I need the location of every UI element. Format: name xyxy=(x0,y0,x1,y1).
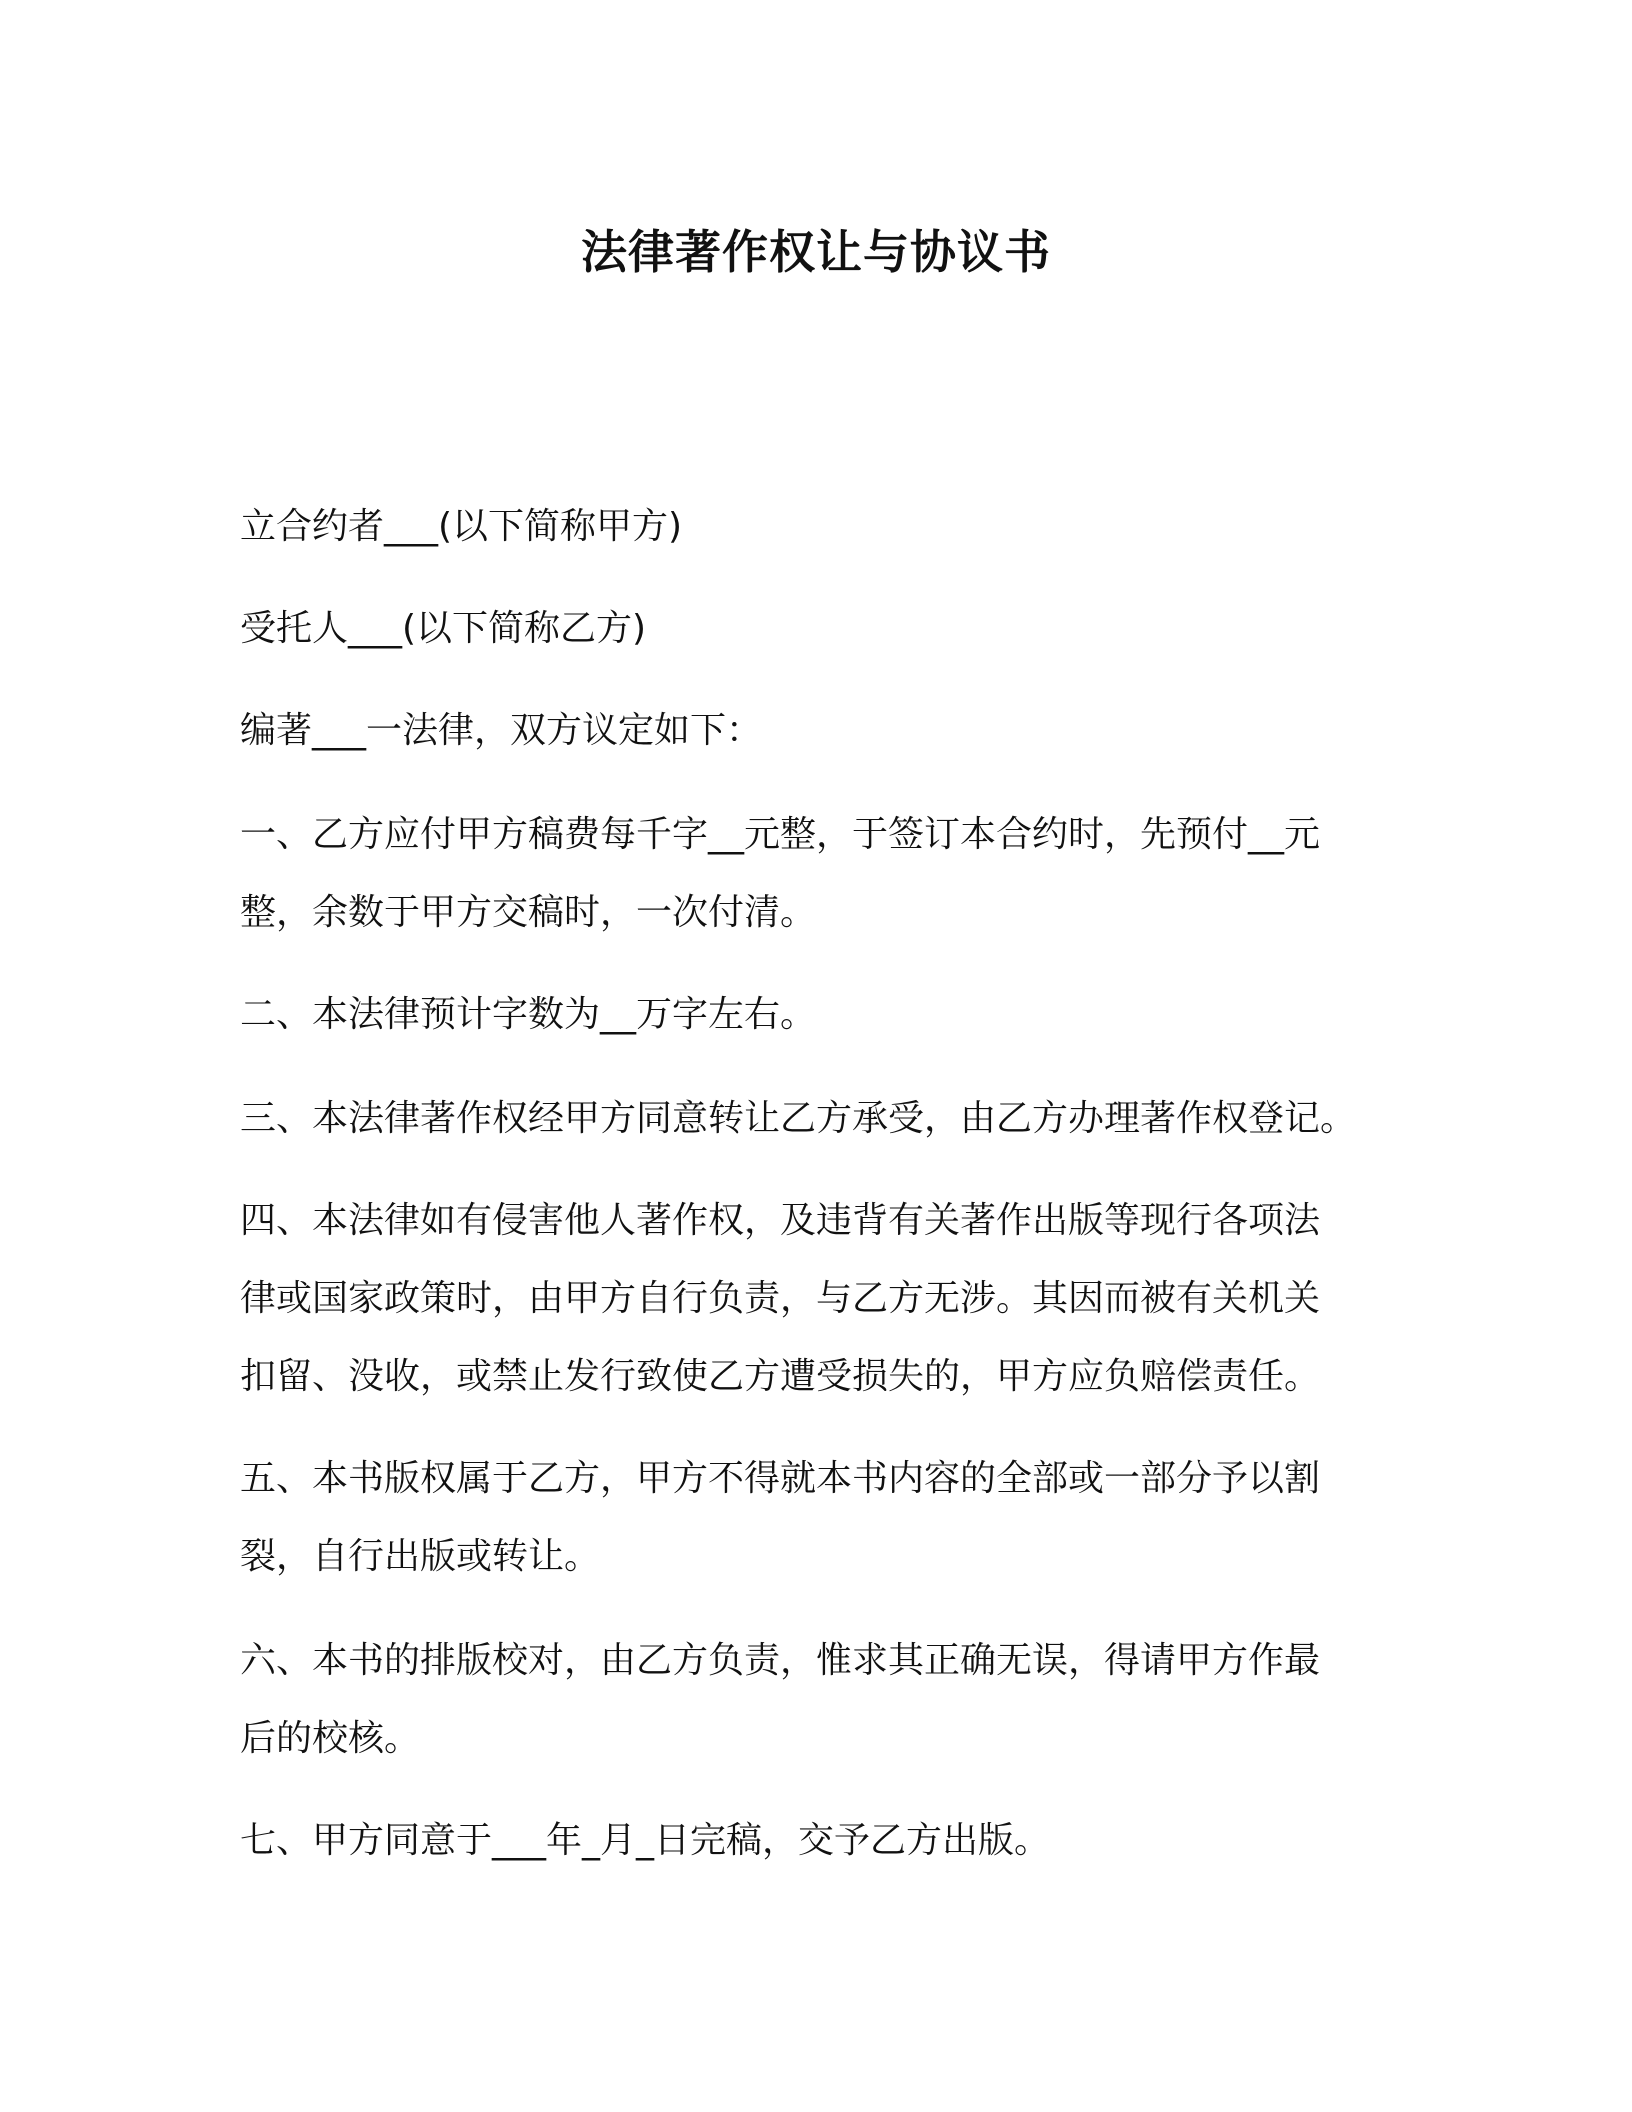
paragraph-line: 七、甲方同意于___年_月_日完稿，交予乙方出版。 xyxy=(240,1820,1051,1861)
document-title: 法律著作权让与协议书 xyxy=(581,225,1051,279)
paragraph-line: 五、本书版权属于乙方，甲方不得就本书内容的全部或一部分予以割 xyxy=(240,1458,1321,1499)
paragraph-line: 四、本法律如有侵害他人著作权，及违背有关著作出版等现行各项法 xyxy=(240,1200,1321,1241)
paragraph-line: 受托人___(以下简称乙方) xyxy=(240,608,647,649)
paragraph-line: 编著___一法律，双方议定如下： xyxy=(240,710,763,751)
paragraph-line: 一、乙方应付甲方稿费每千字__元整，于签订本合约时，先预付__元 xyxy=(240,814,1321,855)
paragraph-line: 后的校核。 xyxy=(240,1718,421,1759)
paragraph-line: 三、本法律著作权经甲方同意转让乙方承受，由乙方办理著作权登记。 xyxy=(240,1098,1357,1139)
paragraph-line: 立合约者___(以下简称甲方) xyxy=(240,506,683,547)
paragraph-line: 裂，自行出版或转让。 xyxy=(240,1536,601,1577)
paragraph-line: 六、本书的排版校对，由乙方负责，惟求其正确无误，得请甲方作最 xyxy=(240,1640,1321,1681)
paragraph-party-a xyxy=(240,488,1400,566)
clause-2 xyxy=(240,976,1400,1054)
paragraph-party-b xyxy=(240,590,1400,668)
clause-3 xyxy=(240,1080,1400,1158)
clause-1 xyxy=(240,796,1400,952)
clause-5 xyxy=(240,1440,1400,1596)
paragraph-line: 律或国家政策时，由甲方自行负责，与乙方无涉。其因而被有关机关 xyxy=(240,1278,1321,1319)
clause-7 xyxy=(240,1802,1400,1880)
paragraph-line: 整，余数于甲方交稿时，一次付清。 xyxy=(240,892,817,933)
paragraph-line: 二、本法律预计字数为__万字左右。 xyxy=(240,994,817,1035)
clause-6 xyxy=(240,1622,1400,1778)
paragraph-line: 扣留、没收，或禁止发行致使乙方遭受损失的，甲方应负赔偿责任。 xyxy=(240,1356,1321,1397)
paragraph-intro xyxy=(240,692,1400,770)
clause-4 xyxy=(240,1182,1400,1416)
